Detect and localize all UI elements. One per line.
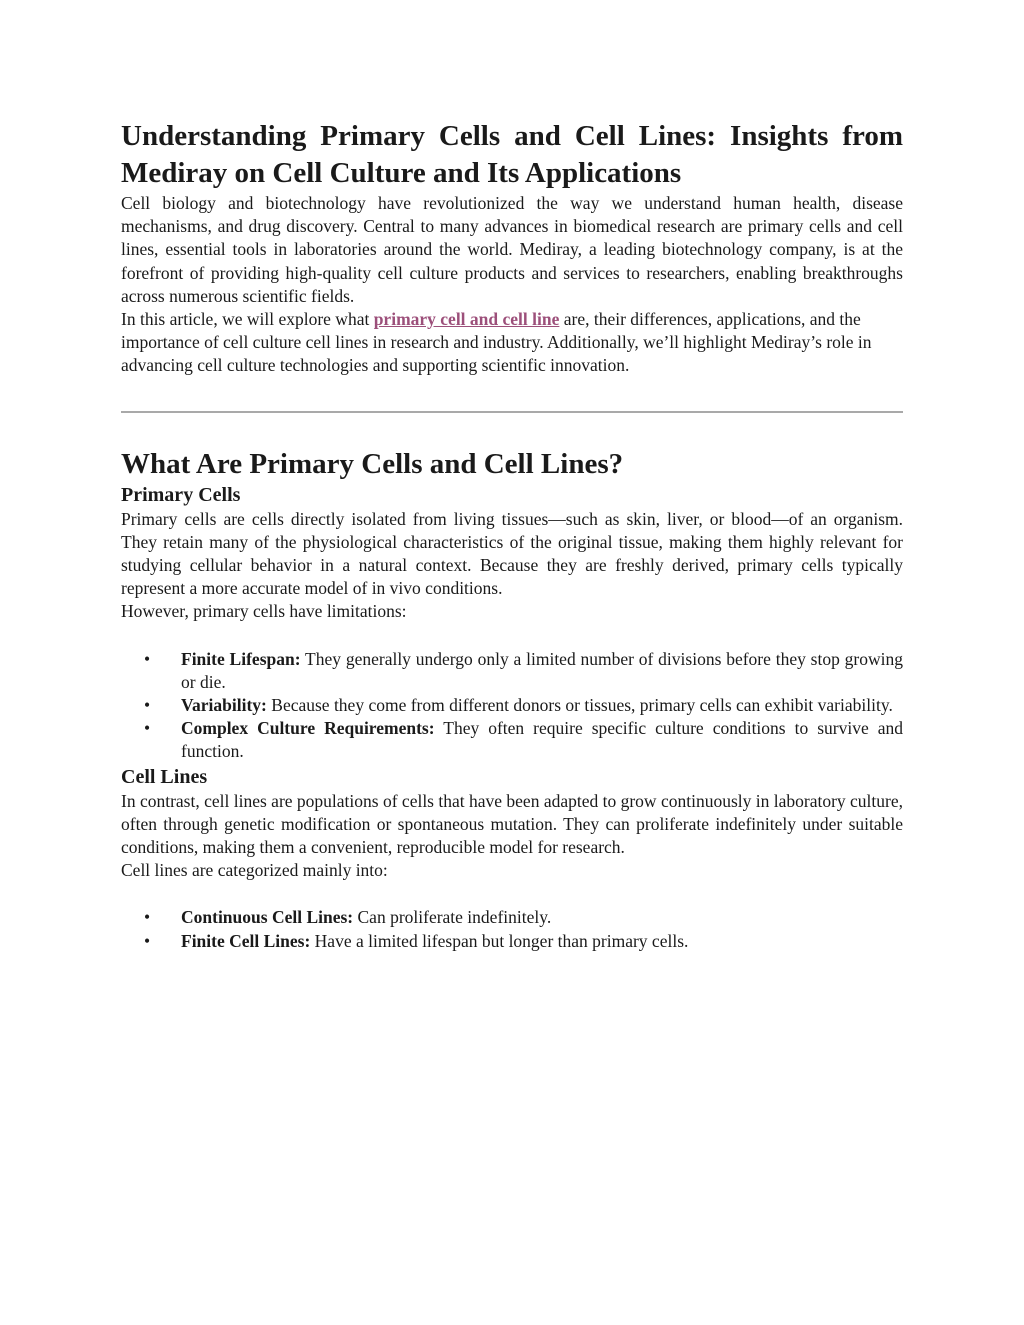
cell-lines-heading: Cell Lines <box>121 765 208 788</box>
list-item-term: Variability: <box>181 695 267 716</box>
primary-cell-and-cell-line-link[interactable]: primary cell and cell line <box>373 309 560 330</box>
list-item-text: Because they come from different donors or tissues, primary cells can exhibit variability. <box>266 695 893 716</box>
primary-cells-paragraph: Primary cells are cells directly isolated from living tissues—such as skin, liver, or blood—of an organism. They retain many of the physiological characteristics of the original tissue, making them highly relevant for studying cellular behavior in a natural context. Because they are freshly derived, primary cells typically represent a more accurate model of in vivo conditions. <box>121 508 903 599</box>
list-item-term: Finite Lifespan: <box>181 648 301 669</box>
list-item-text: Have a limited lifespan but longer than primary cells. <box>310 930 689 951</box>
section-divider <box>121 411 903 413</box>
document-title: Understanding Primary Cells and Cell Lines: Insights from Mediray on Cell Culture and Its Applications <box>121 120 903 189</box>
article-body <box>121 118 903 953</box>
list-item-term: Finite Cell Lines: <box>181 930 311 951</box>
overview-text-before-link: In this article, we will explore what <box>121 309 374 330</box>
list-item <box>121 717 903 763</box>
bullet-icon: • <box>144 718 151 739</box>
bullet-icon: • <box>144 695 151 716</box>
categories-intro: Cell lines are categorized mainly into: <box>121 860 388 881</box>
article-overview-paragraph <box>121 308 903 378</box>
bullet-icon: • <box>144 930 151 951</box>
list-item <box>121 694 903 717</box>
cell-lines-paragraph: In contrast, cell lines are populations of cells that have been adapted to grow continuously in laboratory culture, often through genetic modification or spontaneous mutation. They can proliferate indefinitely under suitable conditions, making them a convenient, reproducible model for research. <box>121 790 903 858</box>
bullet-icon: • <box>144 648 151 669</box>
bullet-icon: • <box>144 907 151 928</box>
limitations-intro: However, primary cells have limitations: <box>121 601 407 622</box>
list-item-text: They often require specific culture conditions to survive and function. <box>181 718 903 762</box>
list-item <box>121 906 903 929</box>
list-item <box>121 648 903 694</box>
categories-list <box>121 906 903 952</box>
section-title: What Are Primary Cells and Cell Lines? <box>121 447 624 480</box>
list-item-term: Complex Culture Requirements: <box>181 718 435 739</box>
list-item-term: Continuous Cell Lines: <box>181 907 354 928</box>
list-item-text: They generally undergo only a limited number of divisions before they stop growing or die. <box>181 648 903 692</box>
overview-text-after-link: are, their differences, applications, and the importance of cell culture cell lines in research and industry. Additionally, we’ll highlight Mediray’s role in advancing cell culture technologies and supporting scientific innovation. <box>121 309 872 376</box>
intro-paragraph: Cell biology and biotechnology have revolutionized the way we understand human health, disease mechanisms, and drug discovery. Central to many advances in biomedical research are primary cells and cell lines, essential tools in laboratories around the world. Mediray, a leading biotechnology company, is at the forefront of providing high-quality cell culture products and services to researchers, enabling breakthroughs across numerous scientific fields. <box>121 193 903 306</box>
limitations-list <box>121 648 903 764</box>
list-item-text: Can proliferate indefinitely. <box>353 907 552 928</box>
primary-cells-heading: Primary Cells <box>121 483 241 506</box>
list-item <box>121 930 903 953</box>
